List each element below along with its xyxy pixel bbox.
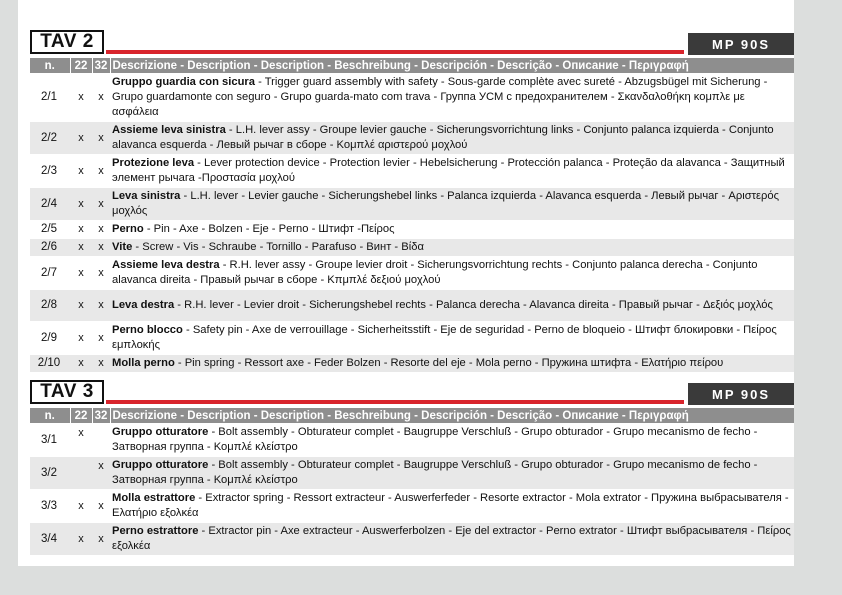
part-number: 3/2 bbox=[30, 457, 70, 490]
part-translations: - Safety pin - Axe de verrouillage - Sicherheitsstift - Eje de seguridad - Perno de bloqueio - Штифт блокировки - Πείρος εμπλοκής bbox=[112, 324, 777, 351]
mark-32: x bbox=[92, 221, 110, 239]
part-translations: - Extractor pin - Axe extracteur - Auswerferbolzen - Eje del extractor - Perno extrator - Штифт выбрасывателя - Πείρος εξολκέα bbox=[112, 525, 791, 552]
part-translations: - R.H. lever assy - Groupe levier droit - Sicherungsvorrichtung rechts - Conjunto palanca derecha - Conjunto alavanca direita - Правый рычаг в сборе - Κπμπλέ δεξιού μοχλού bbox=[112, 259, 758, 286]
table-header-row bbox=[30, 408, 794, 424]
part-number: 2/5 bbox=[30, 221, 70, 239]
part-translations: - Pin - Axe - Bolzen - Eje - Perno - Штифт -Πείρος bbox=[143, 223, 395, 235]
part-description bbox=[110, 221, 794, 239]
part-description bbox=[110, 424, 794, 457]
part-translations: - Trigger guard assembly with safety - Sous-garde complète avec sureté - Abzugsbügel mit Sicherung - Grupo guardamonte con seguro - Grupo guarda-mato com trava - Группа УСМ с предохранителем - Σκανδαλοθήκη κομπλε με ασφάλεια bbox=[112, 76, 768, 118]
red-divider bbox=[106, 50, 684, 54]
part-name: Gruppo guardia con sicura bbox=[112, 76, 255, 88]
part-translations: - Lever protection device - Protection levier - Hebelsicherung - Protección palanca - Proteção da alavanca - Защитный элемент рычага -Προστασία μοχλού bbox=[112, 157, 785, 184]
part-name: Gruppo otturatore bbox=[112, 426, 209, 438]
table-row bbox=[30, 188, 794, 221]
col-header-22: 22 bbox=[70, 408, 92, 424]
model-label: MP 90S bbox=[688, 383, 794, 405]
col-header-32: 32 bbox=[92, 408, 110, 424]
part-description bbox=[110, 490, 794, 523]
table-row bbox=[30, 290, 794, 322]
mark-32: x bbox=[92, 188, 110, 221]
mark-22: x bbox=[70, 74, 92, 122]
mark-32: x bbox=[92, 122, 110, 155]
table-row bbox=[30, 74, 794, 122]
table-row bbox=[30, 424, 794, 457]
part-number: 3/3 bbox=[30, 490, 70, 523]
part-number: 2/4 bbox=[30, 188, 70, 221]
part-translations: - Screw - Vis - Schraube - Tornillo - Parafuso - Винт - Βίδα bbox=[132, 241, 424, 253]
part-number: 3/4 bbox=[30, 523, 70, 556]
part-number: 2/9 bbox=[30, 322, 70, 355]
tav2-section bbox=[30, 30, 794, 372]
col-header-description: Descrizione - Description - Description - Beschreibung - Descripción - Descrição - Описание - Περιγραφή bbox=[110, 58, 794, 74]
table-row bbox=[30, 122, 794, 155]
part-description bbox=[110, 290, 794, 322]
part-number: 2/1 bbox=[30, 74, 70, 122]
tav2-parts-table bbox=[30, 58, 794, 372]
tav3-title: TAV 3 bbox=[30, 380, 104, 404]
table-row bbox=[30, 239, 794, 257]
mark-22: x bbox=[70, 523, 92, 556]
table-row bbox=[30, 523, 794, 556]
mark-32: x bbox=[92, 523, 110, 556]
part-description bbox=[110, 155, 794, 188]
tav3-header bbox=[30, 380, 794, 408]
table-row bbox=[30, 355, 794, 373]
mark-32: x bbox=[92, 322, 110, 355]
part-name: Leva destra bbox=[112, 299, 175, 311]
mark-32: x bbox=[92, 155, 110, 188]
mark-32: x bbox=[92, 290, 110, 322]
part-translations: - Bolt assembly - Obturateur complet - Baugruppe Verschluß - Grupo obturador - Grupo mecanismo de fecho - Затворная группа - Κομπλέ κλείστρο bbox=[112, 426, 758, 453]
table-row bbox=[30, 221, 794, 239]
part-name: Leva sinistra bbox=[112, 190, 181, 202]
mark-32: x bbox=[92, 490, 110, 523]
col-header-description: Descrizione - Description - Description - Beschreibung - Descripción - Descrição - Описание - Περιγραφή bbox=[110, 408, 794, 424]
part-number: 2/10 bbox=[30, 355, 70, 373]
tav2-title: TAV 2 bbox=[30, 30, 104, 54]
mark-32: x bbox=[92, 355, 110, 373]
part-number: 2/2 bbox=[30, 122, 70, 155]
mark-32: x bbox=[92, 457, 110, 490]
part-number: 2/3 bbox=[30, 155, 70, 188]
col-header-22: 22 bbox=[70, 58, 92, 74]
part-translations: - L.H. lever - Levier gauche - Sicherungshebel links - Palanca izquierda - Alavanca esquerda - Левый рычаг - Αριστερός μοχλός bbox=[112, 190, 779, 217]
part-description bbox=[110, 257, 794, 290]
mark-32: x bbox=[92, 74, 110, 122]
mark-22: x bbox=[70, 239, 92, 257]
part-name: Perno bbox=[112, 223, 144, 235]
table-row bbox=[30, 457, 794, 490]
mark-22: x bbox=[70, 122, 92, 155]
part-description bbox=[110, 523, 794, 556]
part-translations: - Bolt assembly - Obturateur complet - Baugruppe Verschluß - Grupo obturador - Grupo mecanismo de fecho - Затворная группа - Κομπλέ κλείστρο bbox=[112, 459, 758, 486]
part-description bbox=[110, 322, 794, 355]
part-name: Vite bbox=[112, 241, 133, 253]
table-row bbox=[30, 257, 794, 290]
mark-22: x bbox=[70, 322, 92, 355]
part-description bbox=[110, 239, 794, 257]
part-name: Gruppo otturatore bbox=[112, 459, 209, 471]
mark-32 bbox=[92, 424, 110, 457]
part-translations: - Pin spring - Ressort axe - Feder Bolzen - Resorte del eje - Mola perno - Пружина штифта - Ελατήριο πείρου bbox=[174, 357, 724, 369]
mark-32: x bbox=[92, 257, 110, 290]
mark-32: x bbox=[92, 239, 110, 257]
part-name: Molla perno bbox=[112, 357, 175, 369]
part-description bbox=[110, 188, 794, 221]
part-number: 2/8 bbox=[30, 290, 70, 322]
mark-22: x bbox=[70, 155, 92, 188]
part-name: Perno blocco bbox=[112, 324, 183, 336]
mark-22: x bbox=[70, 257, 92, 290]
table-header-row bbox=[30, 58, 794, 74]
mark-22: x bbox=[70, 188, 92, 221]
col-header-32: 32 bbox=[92, 58, 110, 74]
mark-22: x bbox=[70, 355, 92, 373]
table-row bbox=[30, 490, 794, 523]
mark-22: x bbox=[70, 424, 92, 457]
part-description bbox=[110, 355, 794, 373]
part-description bbox=[110, 74, 794, 122]
part-number: 2/7 bbox=[30, 257, 70, 290]
tav3-section bbox=[30, 380, 794, 555]
part-name: Assieme leva destra bbox=[112, 259, 220, 271]
part-name: Protezione leva bbox=[112, 157, 195, 169]
table-row bbox=[30, 322, 794, 355]
tav2-header bbox=[30, 30, 794, 58]
part-number: 2/6 bbox=[30, 239, 70, 257]
document-page bbox=[18, 0, 794, 566]
part-description bbox=[110, 122, 794, 155]
model-label: MP 90S bbox=[688, 33, 794, 55]
col-header-n: n. bbox=[30, 408, 70, 424]
part-name: Assieme leva sinistra bbox=[112, 124, 226, 136]
part-number: 3/1 bbox=[30, 424, 70, 457]
table-row bbox=[30, 155, 794, 188]
part-translations: - R.H. lever - Levier droit - Sicherungshebel rechts - Palanca derecha - Alavanca direita - Правый рычаг - Δεξιός μοχλός bbox=[174, 299, 773, 311]
col-header-n: n. bbox=[30, 58, 70, 74]
mark-22: x bbox=[70, 490, 92, 523]
part-description bbox=[110, 457, 794, 490]
part-translations: - Extractor spring - Ressort extracteur - Auswerferfeder - Resorte extractor - Mola extrator - Пружина выбрасывателя - Ελατήριο εξολκέα bbox=[112, 492, 789, 519]
part-name: Molla estrattore bbox=[112, 492, 196, 504]
mark-22: x bbox=[70, 290, 92, 322]
mark-22 bbox=[70, 457, 92, 490]
mark-22: x bbox=[70, 221, 92, 239]
part-translations: - L.H. lever assy - Groupe levier gauche - Sicherungsvorrichtung links - Conjunto palanca izquierda - Conjunto alavanca esquerda - Левый рычаг в сборе - Κομπλέ αριστερού μοχλού bbox=[112, 124, 774, 151]
tav3-parts-table bbox=[30, 408, 794, 555]
part-name: Perno estrattore bbox=[112, 525, 199, 537]
red-divider bbox=[106, 400, 684, 404]
